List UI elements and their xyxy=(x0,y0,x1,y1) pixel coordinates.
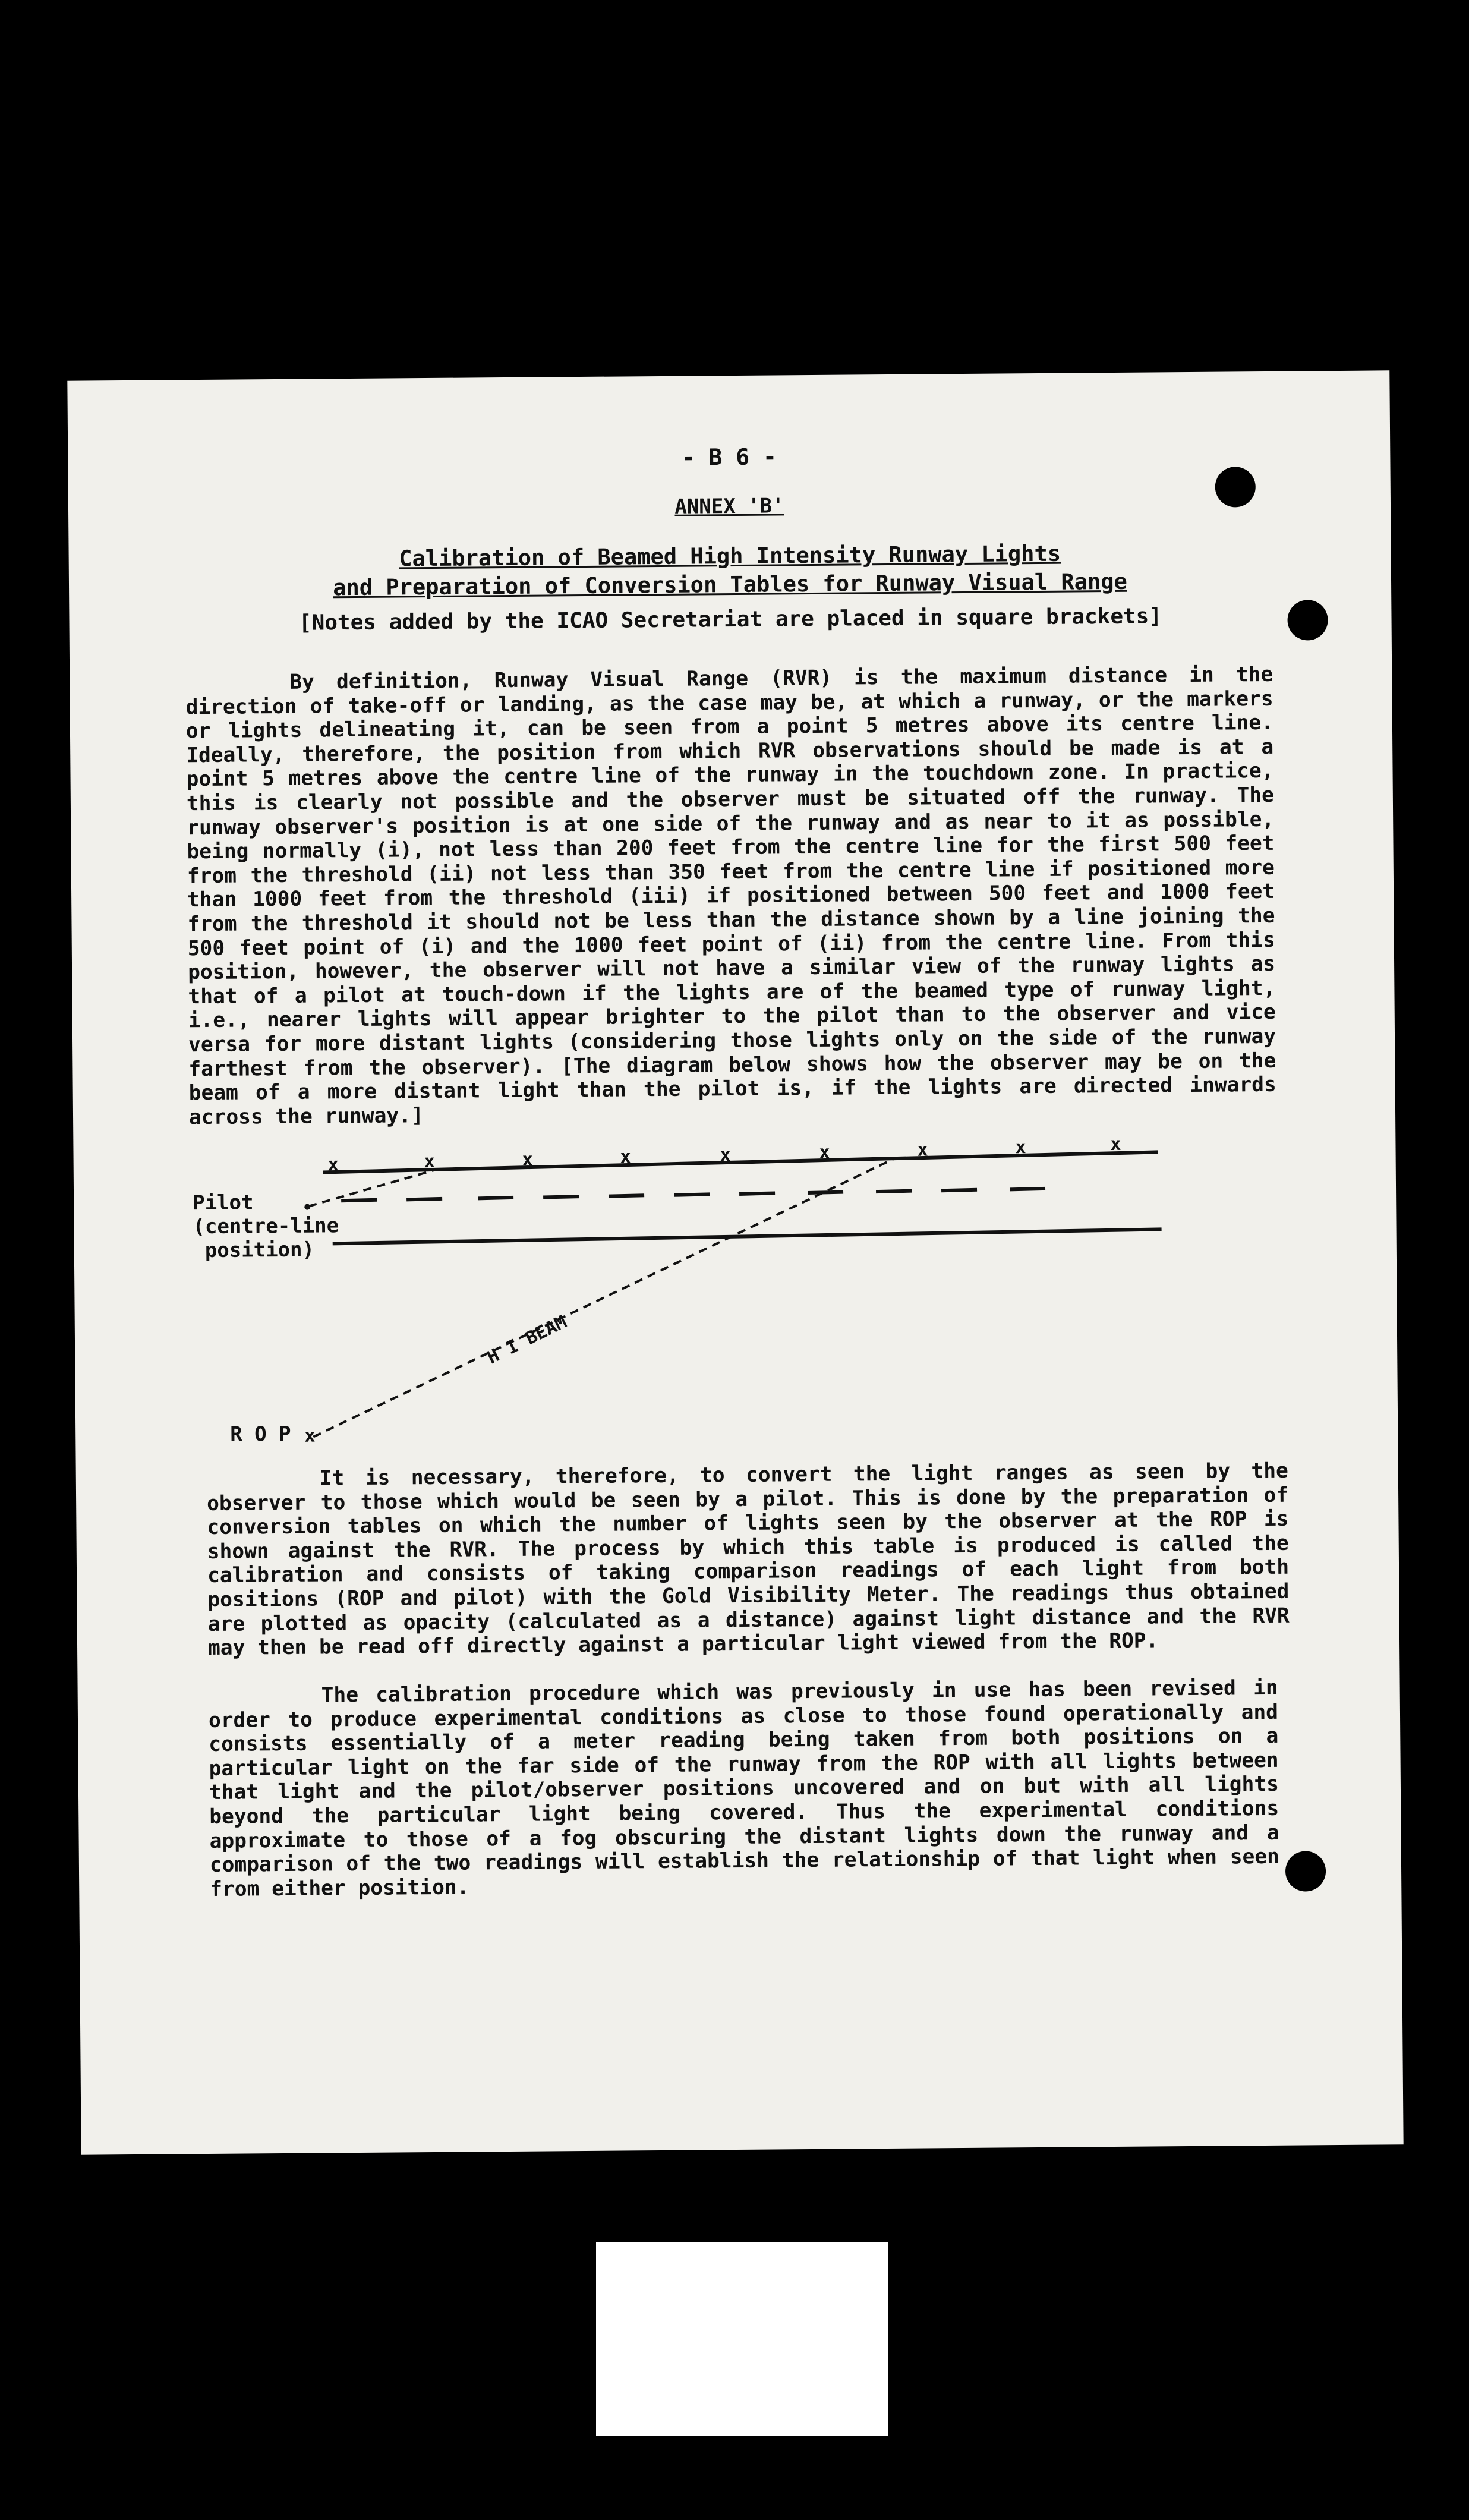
runway-light: x xyxy=(1015,1137,1026,1158)
page-number: - B 6 - xyxy=(681,443,777,471)
runway-light: x xyxy=(720,1145,731,1166)
beam-label: H I BEAM xyxy=(484,1311,570,1369)
document-title xyxy=(69,537,1392,604)
runway-diagram xyxy=(73,1119,1398,1462)
punch-hole-bottom xyxy=(1285,1851,1326,1892)
hi-beam-line xyxy=(311,1159,896,1437)
runway-light: x xyxy=(522,1149,533,1170)
rop-label: R O P xyxy=(230,1422,291,1447)
paragraph-conversion: It is necessary, therefore, to convert the light ranges as seen by the observer to those which would be seen by a pilot. This is done by the preparation of conversion tables on which the number of lights seen by the observer at the ROP is shown against the RVR. The process by which this table is produced is called the calibration and consists of taking comparison readings of each light from both positions (ROP and pilot) with the Gold Visibility Meter. The readings thus obtained are plotted as opacity (calculated as a distance) against light distance and the RVR may then be read off directly against a particular light viewed from the ROP. xyxy=(206,1459,1290,1661)
runway-diagram-svg xyxy=(73,1119,1398,1462)
runway-light: x xyxy=(327,1154,339,1176)
paragraph-definition: By definition, Runway Visual Range (RVR) is the maximum distance in the direction of take-off or landing, as the case may be, at which a runway, or the markers or lights delineating it, can be seen from a point 5 metres above its centre line. Ideally, therefore, the position from which RVR observations should be made is at a point 5 metres above the centre line of the runway in the touchdown zone. In practice, this is clearly not possible and the observer must be situated off the runway. The runway observer's position is at one side of the runway and as near to it as possible, being normally (i), not less than 200 feet from the centre line for the first 500 feet from the threshold (ii) not less than 350 feet from the centre line if positioned more than 1000 feet from the threshold (iii) if positioned between 500 feet and 1000 feet from the threshold it should not be less than the distance shown by a line joining the 500 feet point of (i) and the 1000 feet point of (ii) from the centre line. From this position, however, the observer will not have a similar view of the runway lights as that of a pilot at touch-down if the lights are of the beamed type of runway light, i.e., nearer lights will appear brighter to the pilot than to the observer and vice versa for more distant lights (considering those lights only on the side of the runway farthest from the observer). [The diagram below shows how the observer may be on the beam of a more distant light than the pilot is, if the lights are directed inwards across the runway.] xyxy=(185,662,1276,1129)
blank-label-card xyxy=(596,2242,888,2436)
title-line-1: Calibration of Beamed High Intensity Runway Lights xyxy=(399,540,1061,572)
rop-marker: x xyxy=(304,1425,316,1447)
pilot-label: Pilot (centre-line position) xyxy=(193,1190,339,1263)
runway-light: x xyxy=(424,1151,435,1173)
paragraph-calibration: The calibration procedure which was previously in use has been revised in order to produce experimental conditions as close to those found operationally and consists essentially of a meter reading being taken from both positions on a particular light on the far side of the runway from the ROP with all lights between that light and the pilot/observer positions uncovered and on but with all lights beyond the particular light being covered. Thus the experimental conditions approximate to those of a fog obscuring the distant lights down the runway and a comparison of the two readings will establish the relationship of that light when seen from either position. xyxy=(208,1675,1280,1901)
runway-light: x xyxy=(917,1139,928,1161)
runway-centre-line xyxy=(341,1189,1045,1201)
title-line-2: and Preparation of Conversion Tables for Runway Visual Range xyxy=(333,568,1127,601)
runway-near-edge xyxy=(333,1229,1162,1243)
document-page xyxy=(67,370,1403,2154)
runway-light: x xyxy=(1110,1133,1121,1155)
annex-heading: ANNEX 'B' xyxy=(674,494,784,519)
runway-far-edge xyxy=(323,1152,1158,1172)
bracket-note: [Notes added by the ICAO Secretariat are placed in square brackets] xyxy=(298,604,1162,635)
runway-light: x xyxy=(819,1142,830,1163)
runway-light: x xyxy=(620,1146,631,1168)
